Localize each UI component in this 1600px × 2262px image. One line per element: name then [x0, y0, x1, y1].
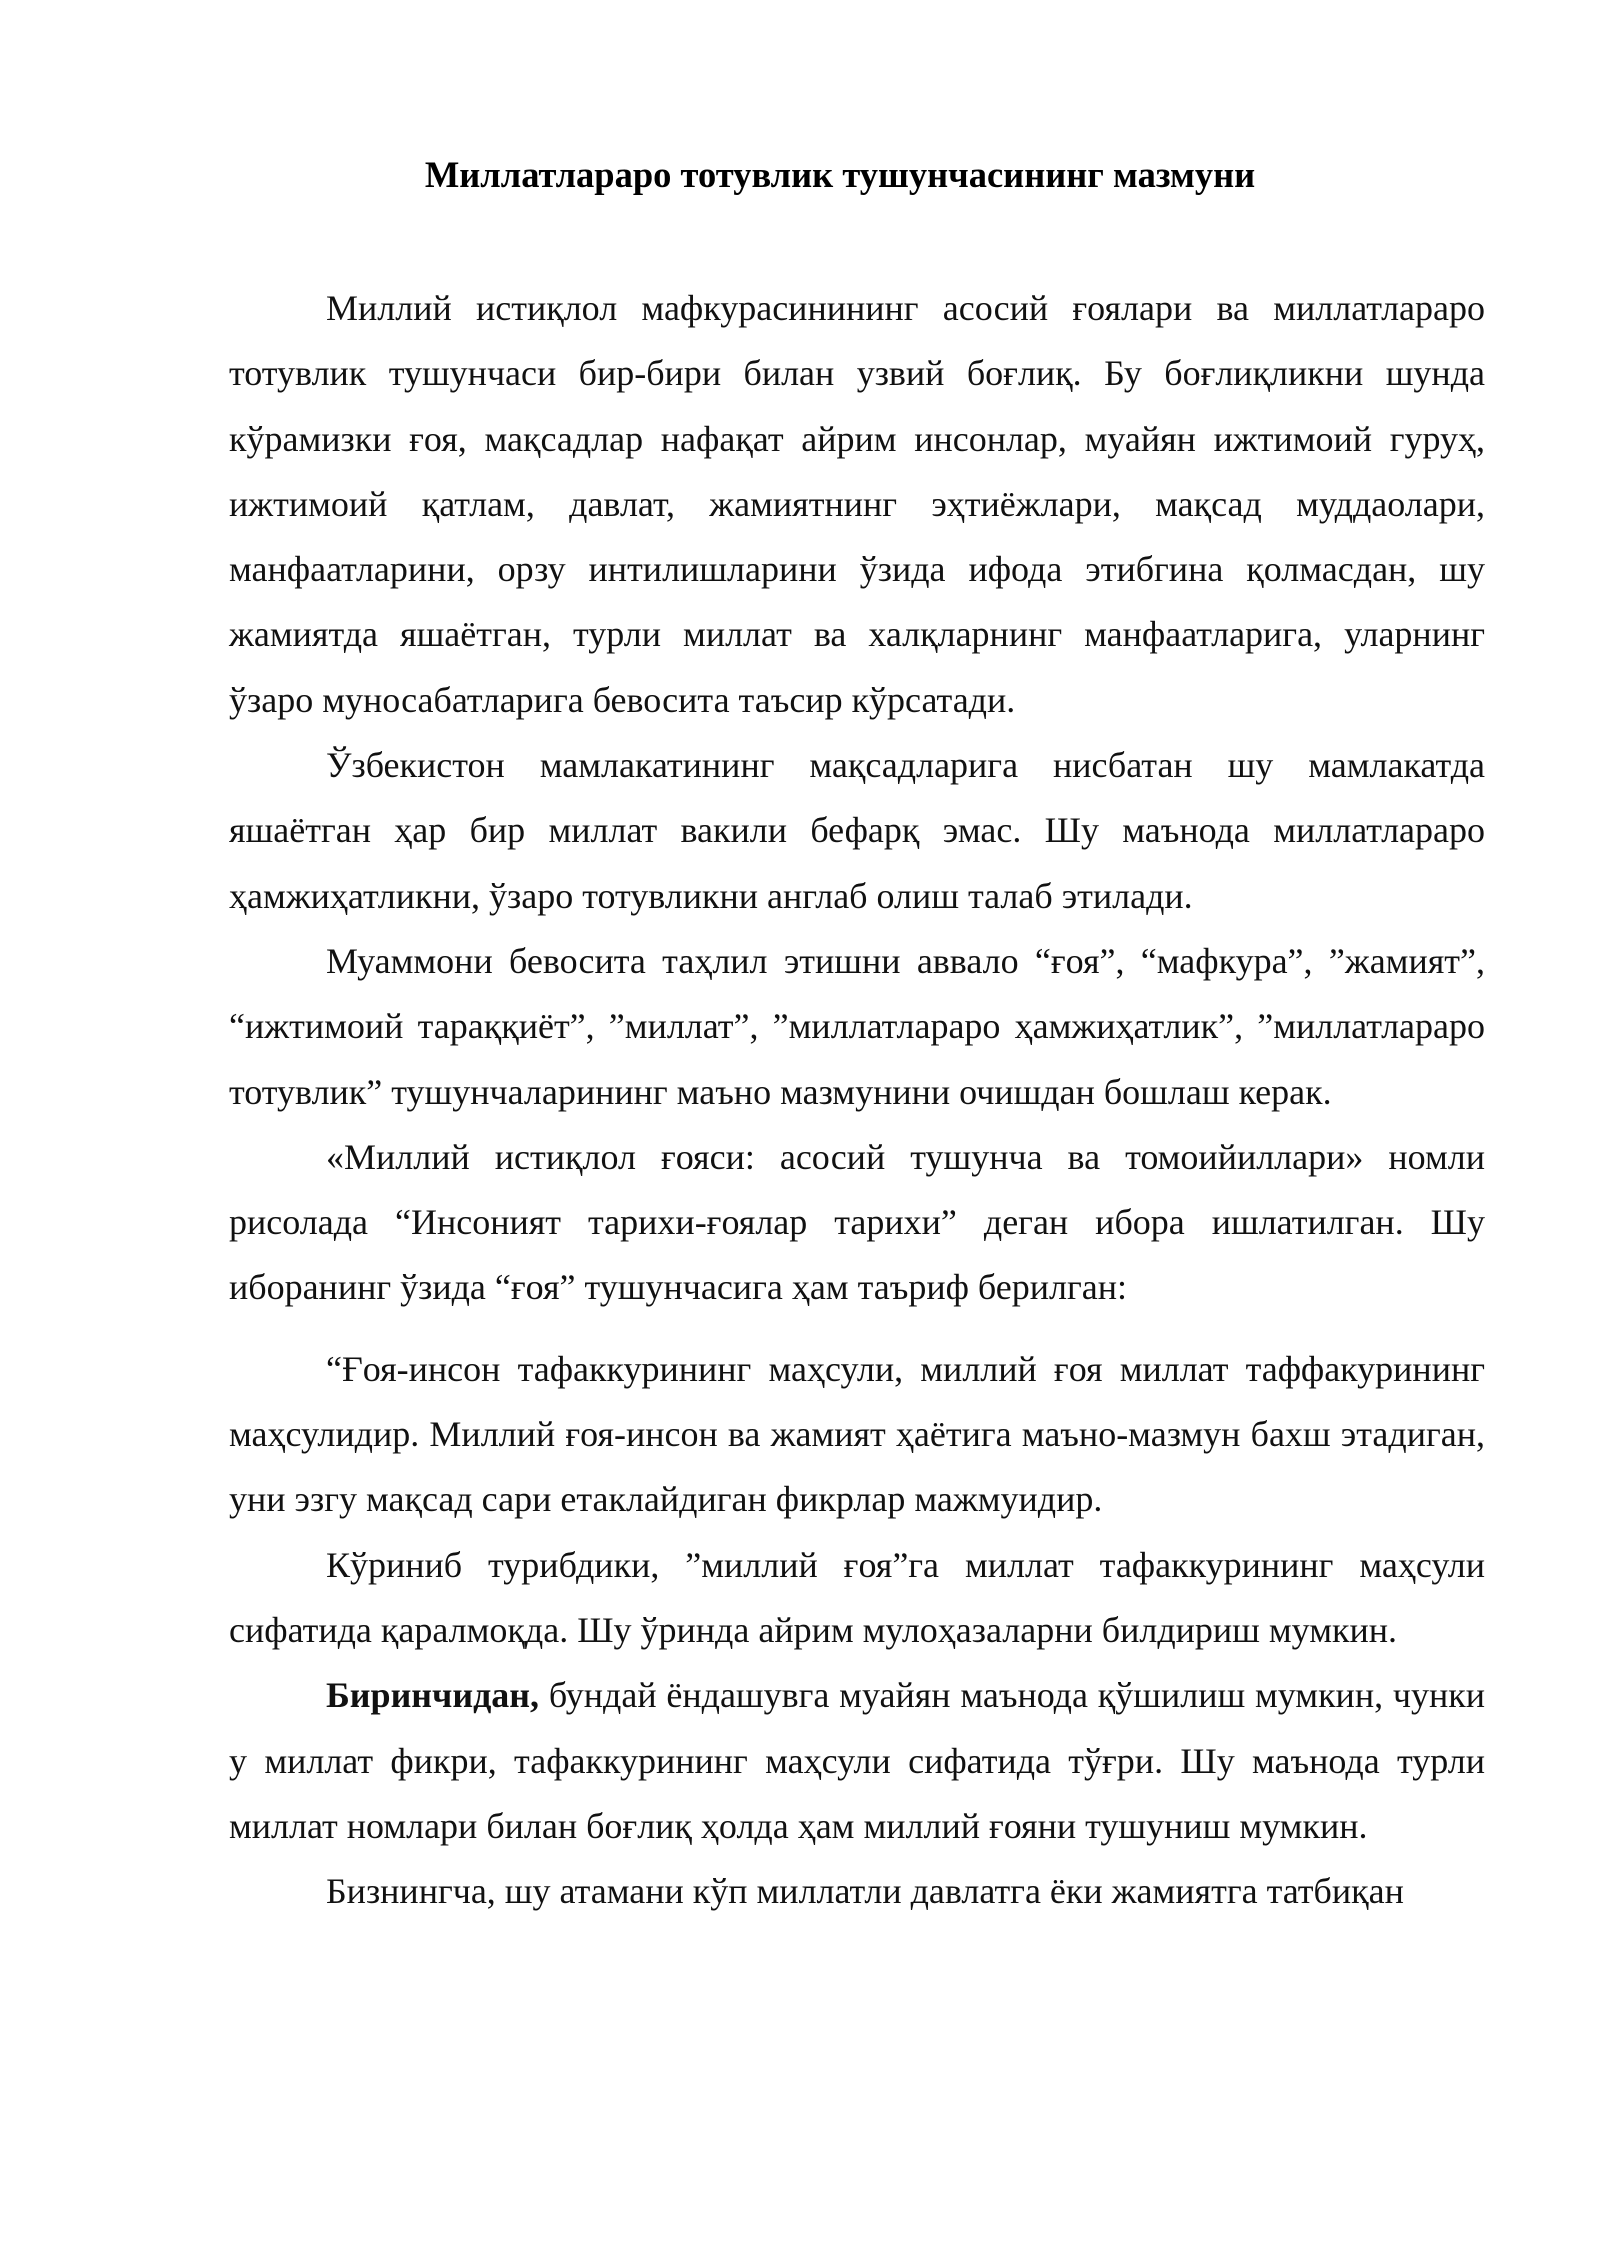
paragraph-1: Миллий истиқлол мафкурасинининг асосий ғоялари ва миллатлараро тотувлик тушунчаси бир-бири билан узвий боғлиқ. Бу боғлиқликни шунда кўрамизки ғоя, мақсадлар нафақат айрим инсонлар, муайян ижтимоий гуруҳ, ижтимоий қатлам, давлат, жамиятнинг эҳтиёжлари, мақсад муддаолари, манфаатларини, орзу интилишларини ўзида ифода этибгина қолмасдан, шу жамиятда яшаётган, турли миллат ва халқларнинг манфаатларига, уларнинг ўзаро муносабатларига бевосита таъсир кўрсатади. — [229, 288, 1485, 720]
paragraph-5-quote: “Ғоя-инсон тафаккурининг маҳсули, миллий ғоя миллат таффакурининг маҳсулидир. Миллий ғоя-инсон ва жамият ҳаётига маъно-мазмун бахш этадиган, уни эзгу мақсад сари етаклайдиган фикрлар мажмуидир. — [229, 1348, 1485, 1520]
paragraph-3: Муаммони бевосита таҳлил этишни аввало “ғоя”, “мафкура”, ”жамият”, “ижтимоий тараққиёт”, ”миллат”, ”миллатлараро ҳамжиҳатлик”, ”миллатлараро тотувлик” тушунчаларининг маъно мазмунини очишдан бошлаш керак. — [229, 940, 1485, 1112]
paragraph-2: Ўзбекистон мамлакатининг мақсадларига нисбатан шу мамлакатда яшаётган ҳар бир миллат вакили бефарқ эмас. Шу маънода миллатлараро ҳамжиҳатликни, ўзаро тотувликни англаб олиш талаб этилади. — [229, 745, 1485, 916]
paragraph-7 — [229, 1663, 1485, 1859]
paragraph-7-lead: Биринчидан, — [326, 1675, 540, 1716]
paragraph-8: Бизнингча, шу атамани кўп миллатли давлатга ёки жамиятга татбиқан — [326, 1871, 1404, 1912]
document-title: Миллатлараро тотувлик тушунчасининг мазмуни — [424, 154, 1256, 195]
document-body — [229, 276, 1485, 1924]
paragraph-6: Кўриниб турибдики, ”миллий ғоя”га миллат тафаккурининг маҳсули сифатида қаралмоқда. Шу ўринда айрим мулоҳазаларни билдириш мумкин. — [229, 1544, 1485, 1650]
paragraph-4: «Миллий истиқлол ғояси: асосий тушунча ва томоийиллари» номли рисолада “Инсоният тарихи-ғоялар тарихи” деган ибора ишлатилган. Шу иборанинг ўзида “ғоя” тушунчасига ҳам таъриф берилган: — [229, 1136, 1485, 1308]
paragraph-7-text: бундай ёндашувга муайян маънода қўшилиш мумкин, чунки у миллат фикри, тафаккурининг маҳсули сифатида тўғри. Шу маънода турли миллат номлари билан боғлиқ ҳолда ҳам миллий ғояни тушуниш мумкин. — [229, 1675, 1485, 1846]
